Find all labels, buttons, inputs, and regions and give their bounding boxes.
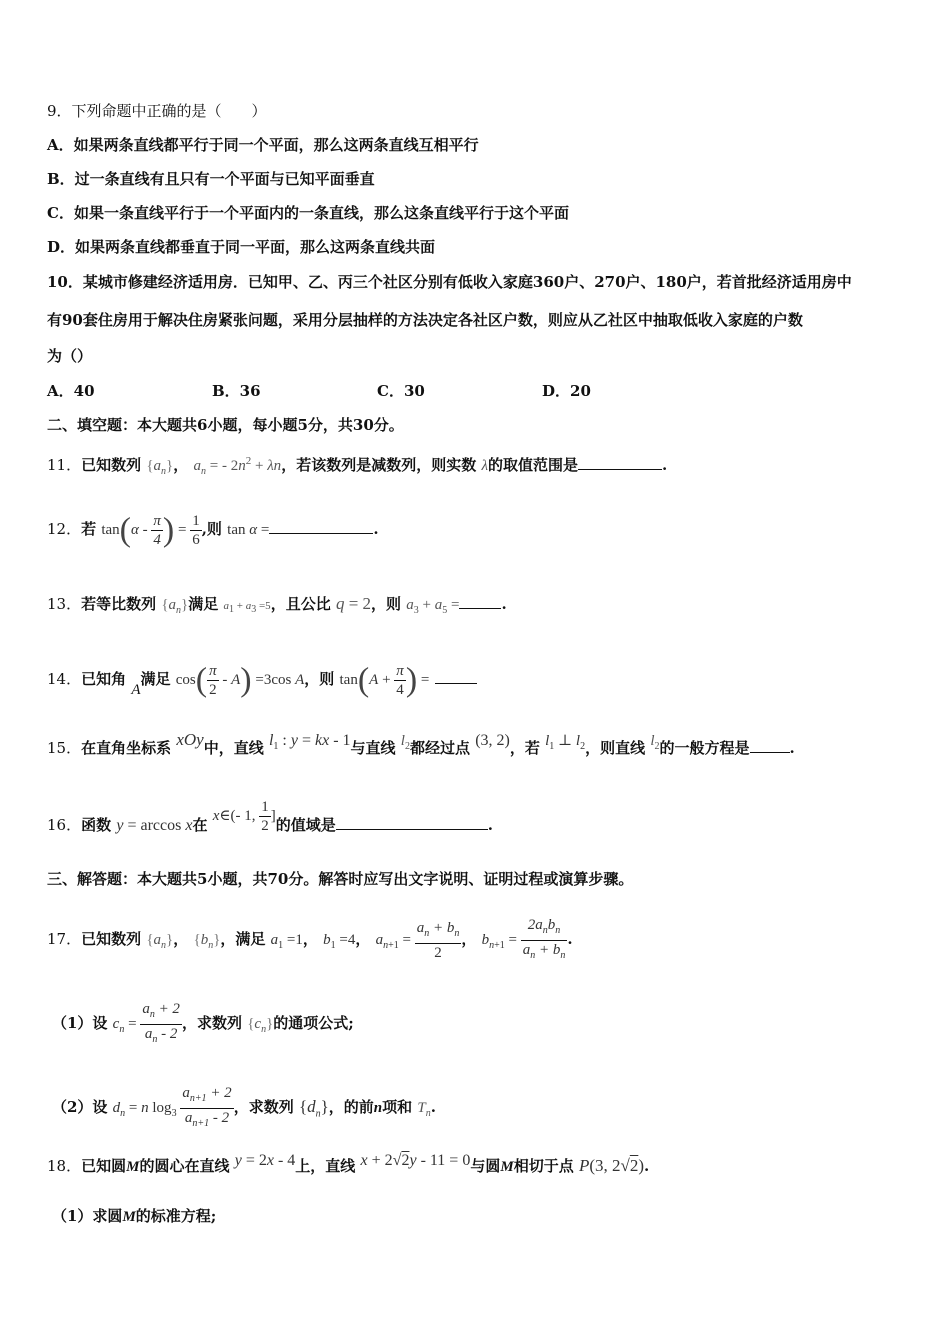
q13-condition: $a_1 + a_3 =5$ <box>223 600 271 616</box>
q18-text1: 已知圆 <box>81 1157 127 1175</box>
q18-part1 <box>52 1205 216 1228</box>
q17-part2-text1: （2）设 <box>52 1097 108 1116</box>
q12-end: . <box>373 519 379 538</box>
q9-option-b <box>47 168 375 190</box>
q11-text1: 已知数列 <box>81 456 142 474</box>
q12 <box>47 512 379 549</box>
section3-heading-text: 三、解答题：本大题共5小题，共70分。解答时应写出文字说明、证明过程或演算步骤。 <box>47 870 634 888</box>
q15-l1-eq: $l_1$ : y = kx - 1 <box>268 732 351 753</box>
q15-l2-b: $l_2$ <box>650 733 660 752</box>
q17-seq-a: $\{a_n\}$ <box>146 931 174 951</box>
q18-part1-text1: （1）求圆 <box>52 1207 123 1225</box>
q9-stem-text: 9．下列命题中正确的是（ ） <box>47 102 267 120</box>
q17-text1: 已知数列 <box>81 929 142 948</box>
q17-tn: $T_n$ <box>417 1099 431 1119</box>
q17-text6: ， <box>461 929 477 948</box>
q17-dn-def: $d_n = n$ $\log_3$ $\frac{a_{n+1} + 2}{a_{n+1} - 2}$ <box>112 1085 232 1129</box>
q17-a-recurrence: $a_{n+1}$ = $\frac{a_n + b_n}{2}$ <box>375 920 460 961</box>
q18-text3: 上，直线 <box>295 1157 356 1175</box>
q9-option-b-text: B．过一条直线有且只有一个平面与已知平面垂直 <box>47 170 375 188</box>
q9-option-a-text: A．如果两条直线都平行于同一个平面，那么这两条直线互相平行 <box>47 136 479 154</box>
q16-number: 16． <box>47 815 82 834</box>
q15-xoy: xOy <box>176 730 204 749</box>
q12-number: 12． <box>47 519 82 538</box>
q11-text2: ， <box>173 456 189 474</box>
q14 <box>47 662 477 699</box>
q13-text1: 若等比数列 <box>81 595 157 613</box>
q16-text3: 的值域是 <box>275 815 336 834</box>
q15-text1: 在直角坐标系 <box>81 739 172 757</box>
q14-text2: 满足 <box>140 669 171 688</box>
q11-seq-formula: $\{a_n\}$ <box>146 458 174 477</box>
q14-condition: cos( $\frac{\pi}{2}$ - A) =3cos A <box>175 661 305 699</box>
q17-seq-b: $\{b_n\}$ <box>193 931 221 951</box>
q15-text2: 中，直线 <box>203 739 264 757</box>
q12-text2: ,则 <box>201 519 222 538</box>
q15-point: (3, 2) <box>475 732 510 749</box>
q16 <box>47 799 493 845</box>
q17-cn-def: $c_n$ = $\frac{a_n + 2}{a_n - 2}$ <box>112 1001 180 1045</box>
q17-text4: ， <box>302 929 318 948</box>
q12-text1: 若 <box>81 519 97 538</box>
q14-answer-blank[interactable] <box>435 667 477 684</box>
q17-part2-text2: ，求数列 <box>233 1097 294 1116</box>
q9-option-a <box>47 134 479 156</box>
q18 <box>47 1152 650 1178</box>
q12-formula: tan(α - $\frac{\pi}{4}$ ) = $\frac{1}{6}$ <box>101 511 200 549</box>
q11-answer-blank[interactable] <box>578 453 662 470</box>
q13-text4: ，则 <box>371 595 402 613</box>
q17-b1: $b_1 =4$ <box>323 931 356 951</box>
q15-text6: ，则直线 <box>585 739 646 757</box>
q18-circle-m: M <box>126 1159 140 1175</box>
q17-number: 17． <box>47 929 82 948</box>
q14-target: tan(A + $\frac{\pi}{4}$ ) = <box>339 661 430 699</box>
q13 <box>47 592 507 622</box>
q17-end: . <box>567 929 573 948</box>
q13-number: 13． <box>47 595 82 613</box>
q17-part1-text2: ，求数列 <box>181 1013 242 1032</box>
q15-text5: ，若 <box>509 739 540 757</box>
q13-answer-blank[interactable] <box>459 592 501 609</box>
q13-ratio: q = 2 <box>335 594 372 613</box>
q16-end: . <box>487 815 493 834</box>
q10-line1 <box>47 271 852 293</box>
section2-heading-text: 二、填空题：本大题共6小题，每小题5分，共30分。 <box>47 416 404 434</box>
q17-seq-c: $\{c_n\}$ <box>247 1015 274 1035</box>
q17-text5: ， <box>355 929 371 948</box>
q10-option-c: C．30 <box>377 382 425 400</box>
q18-number: 18． <box>47 1157 82 1175</box>
q10-options <box>47 380 707 402</box>
q18-tangent-line: x + 2√2y - 11 = 0 <box>360 1152 471 1169</box>
q14-text3: ，则 <box>304 669 335 688</box>
q10-line1-text: 10．某城市修建经济适用房．已知甲、乙、丙三个社区分别有低收入家庭360户、270户、180户，若首批经济适用房中 <box>47 273 852 291</box>
q18-point: P(3, 2√2) <box>578 1156 644 1175</box>
q17 <box>47 916 573 965</box>
q15-text4: 都经过点 <box>409 739 470 757</box>
q18-part1-text2: 的标准方程; <box>135 1207 217 1225</box>
q16-text2: 在 <box>192 815 208 834</box>
q18-circle-m-2: M <box>500 1159 514 1175</box>
q15-l2: $l_2$ <box>400 733 410 752</box>
q18-text4: 与圆 <box>470 1157 501 1175</box>
q11-end: . <box>661 456 668 474</box>
q15-answer-blank[interactable] <box>750 736 790 753</box>
q17-part2-n: n <box>373 1099 383 1116</box>
q10-option-a: A．40 <box>47 382 95 400</box>
q11 <box>47 450 667 483</box>
q13-seq: $\{a_n\}$ <box>161 597 189 616</box>
q9-option-d <box>47 236 435 258</box>
q13-end: . <box>501 595 507 613</box>
q9-option-c <box>47 202 569 224</box>
q15-number: 15． <box>47 739 82 757</box>
q14-angle-a: A <box>131 681 141 698</box>
section2-heading <box>47 414 404 436</box>
q16-function: y = arccos x <box>116 816 193 834</box>
q17-a1: $a_1 =1$ <box>270 931 303 951</box>
q15-text3: 与直线 <box>350 739 396 757</box>
q15 <box>47 730 795 766</box>
q10-line2 <box>47 309 803 331</box>
q11-text4: 的取值范围是 <box>487 456 578 474</box>
q18-end: . <box>644 1157 650 1175</box>
q17-text2: ， <box>173 929 189 948</box>
q11-lambda: λ <box>481 458 488 474</box>
q15-perp: $l_1$ ⊥ $l_2$ <box>545 733 586 752</box>
q12-tan-alpha: tan α = <box>227 521 270 538</box>
q10-line3-text: 为（） <box>47 347 93 365</box>
q18-text2: 的圆心在直线 <box>139 1157 230 1175</box>
q17-part2 <box>52 1084 436 1133</box>
section3-heading <box>47 868 633 890</box>
q16-text1: 函数 <box>81 815 112 834</box>
q10-option-d: D．20 <box>542 382 591 400</box>
q17-seq-d: $\{d_n\}$ <box>298 1096 329 1120</box>
q12-answer-blank[interactable] <box>269 517 373 534</box>
q16-domain: x∈(- 1, $\frac{1}{2}$ ] <box>212 799 276 834</box>
q10-line3 <box>47 345 92 367</box>
q13-text2: 满足 <box>188 595 219 613</box>
q17-b-recurrence: $b_{n+1}$ = $\frac{2a_nb_n}{a_n + b_n}$ <box>481 917 566 961</box>
q17-part2-text4: 项和 <box>382 1097 413 1116</box>
q13-text3: ，且公比 <box>270 595 331 613</box>
q18-part1-m: M <box>122 1209 136 1225</box>
q9-option-d-text: D．如果两条直线都垂直于同一平面，那么这两条直线共面 <box>47 238 436 256</box>
q18-center-line: y = 2x - 4 <box>234 1152 296 1169</box>
q11-text3: ，若该数列是减数列，则实数 <box>281 456 477 474</box>
q14-number: 14． <box>47 669 82 688</box>
q9-option-c-text: C．如果一条直线平行于一个平面内的一条直线，那么这条直线平行于这个平面 <box>47 204 569 222</box>
q16-answer-blank[interactable] <box>336 813 488 830</box>
q17-part1-text3: 的通项公式; <box>273 1013 354 1032</box>
q17-text3: ，满足 <box>220 929 266 948</box>
q15-end: . <box>789 739 795 757</box>
q17-part2-end: . <box>430 1097 436 1116</box>
q15-text7: 的一般方程是 <box>659 739 750 757</box>
q14-text1: 已知角 <box>81 669 127 688</box>
q13-target: $a_3 + a_5$ = <box>406 597 460 616</box>
q11-number: 11． <box>47 456 82 474</box>
q17-part2-text3: ，的前 <box>328 1097 374 1116</box>
q9-stem <box>47 100 267 122</box>
q17-part1 <box>52 1000 354 1049</box>
q10-line2-text: 有90套住房用于解决住房紧张问题，采用分层抽样的方法决定各社区户数，则应从乙社区中抽取低收入家庭的户数 <box>47 311 803 329</box>
q17-part1-text1: （1）设 <box>52 1013 108 1032</box>
q18-text5: 相切于点 <box>513 1157 574 1175</box>
q11-an-formula: $a_n$ = - $2n^2 + \lambda n$ <box>193 455 282 477</box>
q10-option-b: B．36 <box>212 382 261 400</box>
